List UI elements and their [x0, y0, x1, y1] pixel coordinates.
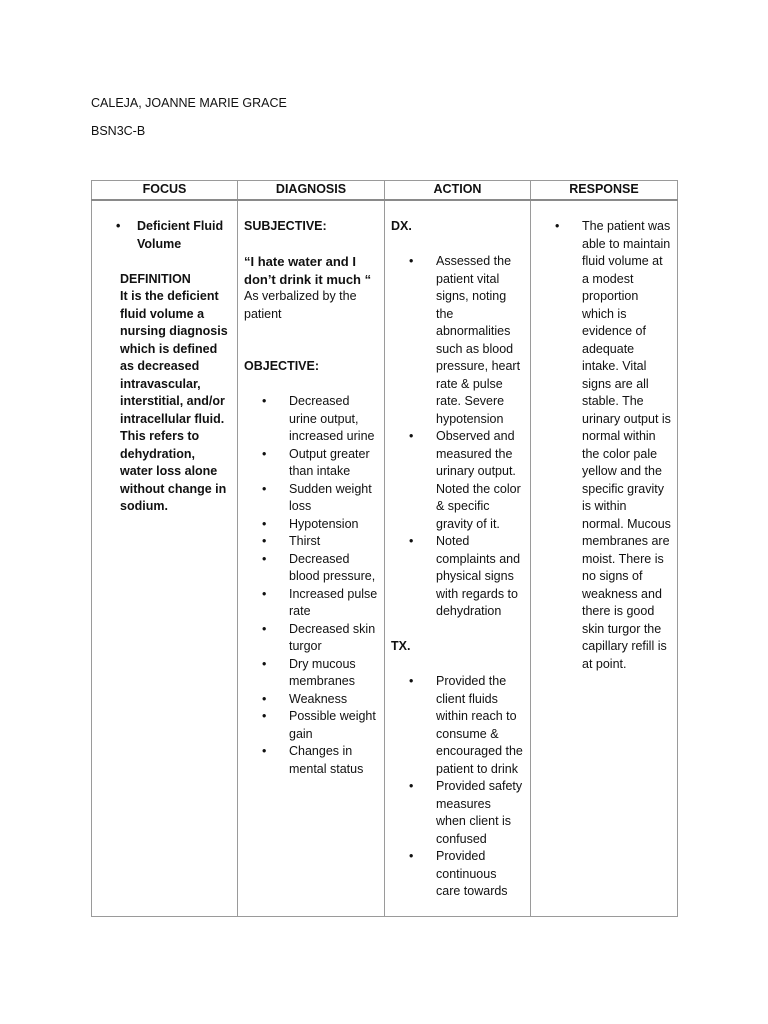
subjective-verbalized: As verbalized by the patient: [244, 289, 357, 321]
response-item: • The patient was able to maintain fluid volume at a modest proportion which is evidence of adequate intake. Vital signs are all stable. The urinary output is normal within the color pale yellow and the specific gravity is within normal. Mucous membranes are moist. There is no signs of weakness and there is good skin turgor the capillary refill is at point.: [537, 218, 671, 673]
response-list: [537, 218, 671, 673]
student-section: BSN3C-B: [91, 124, 146, 138]
tx-item: • Provided continuous care towards: [391, 848, 524, 901]
tx-item: • Provided safety measures when client is confused: [391, 778, 524, 848]
header-focus: FOCUS: [92, 181, 238, 201]
fdar-table: [91, 180, 678, 917]
objective-item: • Possible weight gain: [244, 708, 378, 743]
objective-list: [244, 393, 378, 778]
objective-item: • Decreased blood pressure,: [244, 551, 378, 586]
student-name: CALEJA, JOANNE MARIE GRACE: [91, 96, 287, 110]
header-response: RESPONSE: [531, 181, 678, 201]
objective-item: • Changes in mental status: [244, 743, 378, 778]
focus-list: [98, 218, 231, 253]
objective-item: • Dry mucous membranes: [244, 656, 378, 691]
table-header-row: [92, 181, 678, 201]
objective-item: • Increased pulse rate: [244, 586, 378, 621]
dx-item: • Noted complaints and physical signs with regards to dehydration: [391, 533, 524, 621]
objective-item: • Decreased urine output, increased urine: [244, 393, 378, 446]
definition-label: DEFINITION: [120, 271, 191, 286]
subjective-quote: “I hate water and I don’t drink it much “: [244, 254, 372, 287]
subjective-label: SUBJECTIVE:: [244, 219, 327, 233]
objective-label: OBJECTIVE:: [244, 359, 320, 373]
objective-item: • Output greater than intake: [244, 446, 378, 481]
objective-item: • Thirst: [244, 533, 378, 551]
dx-item: • Observed and measured the urinary output. Noted the color & specific gravity of it.: [391, 428, 524, 533]
focus-cell: [92, 200, 238, 917]
response-cell: [531, 200, 678, 917]
objective-item: • Hypotension: [244, 516, 378, 534]
objective-item: • Sudden weight loss: [244, 481, 378, 516]
objective-item: • Decreased skin turgor: [244, 621, 378, 656]
dx-item: • Assessed the patient vital signs, noting the abnormalities such as blood pressure, heart rate & pulse rate. Severe hypotension: [391, 253, 524, 428]
table-row: [92, 200, 678, 917]
dx-list: [391, 253, 524, 621]
focus-item: • Deficient Fluid Volume: [98, 218, 231, 253]
tx-list: [391, 673, 524, 901]
header-action: ACTION: [385, 181, 531, 201]
objective-item: • Weakness: [244, 691, 378, 709]
definition-text: It is the deficient fluid volume a nursing diagnosis which is defined as decreased intravascular, interstitial, and/or intracellular fluid. This refers to dehydration, water loss alone without change in sodium.: [120, 289, 228, 513]
diagnosis-cell: [238, 200, 385, 917]
dx-label: DX.: [391, 219, 412, 233]
header-diagnosis: DIAGNOSIS: [238, 181, 385, 201]
action-cell: [385, 200, 531, 917]
tx-item: • Provided the client fluids within reach to consume & encouraged the patient to drink: [391, 673, 524, 778]
tx-label: TX.: [391, 639, 411, 653]
